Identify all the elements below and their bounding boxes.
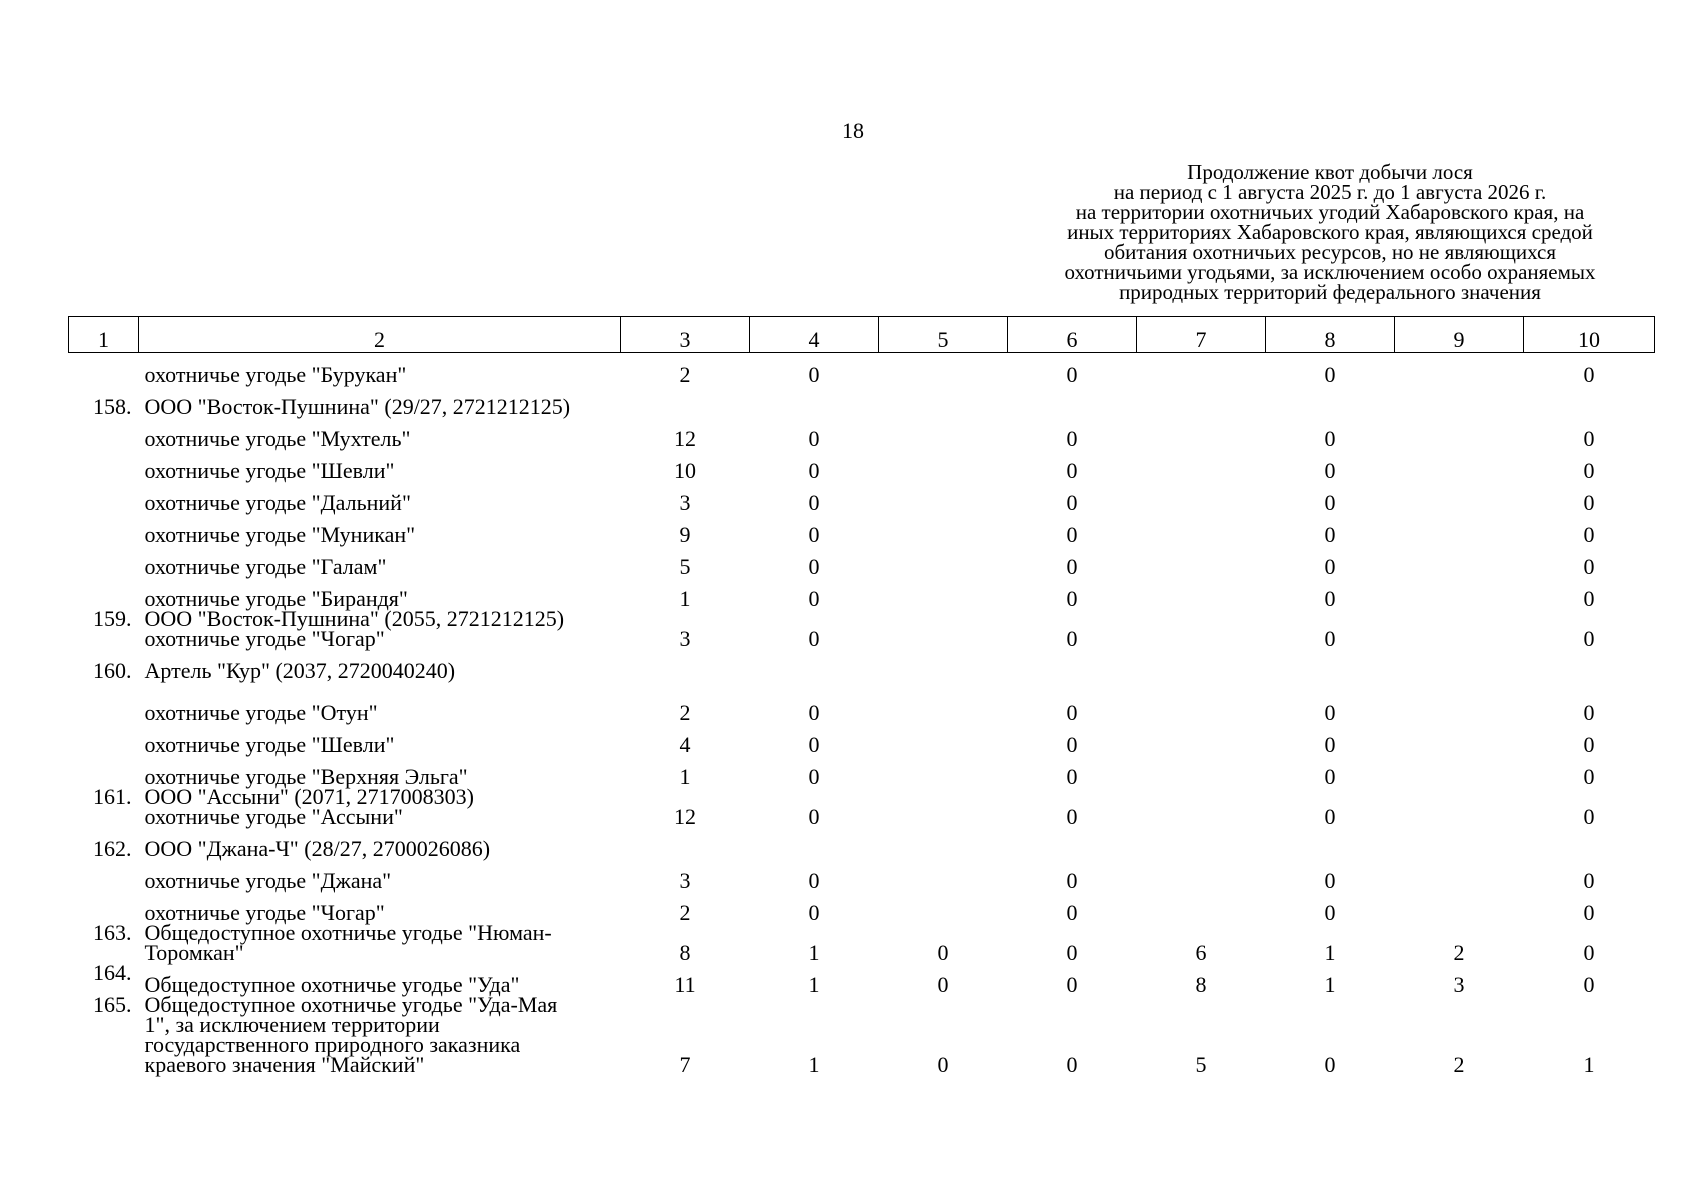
quota-value-col-5: 0 — [937, 1052, 949, 1077]
quota-value-col-5 — [879, 609, 1008, 649]
quota-value-col-4: 0 — [808, 868, 820, 893]
name-line: Общедоступное охотничье угодье "Нюман- — [144, 920, 552, 945]
quota-value-col-6: 0 — [1066, 554, 1078, 579]
row-number: 165. — [93, 992, 132, 1017]
name-line: охотничье угодье "Мухтель" — [144, 426, 411, 451]
quota-value-col-5 — [879, 577, 1008, 609]
name-line: охотничье угодье "Галам" — [144, 554, 387, 579]
table-row — [69, 513, 1655, 545]
table-row — [69, 787, 1655, 827]
row-number — [69, 723, 139, 755]
row-number — [69, 513, 139, 545]
hunting-ground-name — [139, 417, 621, 449]
name-line: ООО "Джана-Ч" (28/27, 2700026086) — [144, 836, 491, 861]
hunting-ground-name — [139, 681, 621, 723]
quota-value-col-10: 0 — [1583, 804, 1595, 829]
quota-value-col-4 — [750, 385, 879, 417]
quota-value-col-9 — [1395, 787, 1524, 827]
quota-value-col-9 — [1395, 649, 1524, 681]
name-line: охотничье угодье "Чогар" — [144, 626, 385, 651]
table-row — [69, 681, 1655, 723]
quota-value-col-6: 0 — [1066, 700, 1078, 725]
column-header: 5 — [879, 317, 1008, 353]
row-number — [69, 859, 139, 891]
table-body — [69, 353, 1655, 1076]
quota-value-col-8: 0 — [1324, 1052, 1336, 1077]
row-number: 164. — [93, 960, 132, 985]
quota-value-col-3: 10 — [674, 458, 696, 483]
hunting-ground-name — [139, 827, 621, 859]
column-header: 7 — [1137, 317, 1266, 353]
table-row — [69, 417, 1655, 449]
quota-value-col-3 — [621, 649, 750, 681]
quota-value-col-3: 2 — [679, 362, 691, 387]
quota-value-col-10 — [1524, 385, 1655, 417]
table-row — [69, 755, 1655, 787]
row-number: 162. — [93, 836, 132, 861]
quota-value-col-10: 0 — [1583, 700, 1595, 725]
quota-value-col-5: 0 — [937, 972, 949, 997]
quota-value-col-5 — [879, 649, 1008, 681]
quota-value-col-9 — [1395, 609, 1524, 649]
row-number — [69, 681, 139, 723]
quota-value-col-5 — [879, 513, 1008, 545]
name-line: охотничье угодье "Отун" — [144, 700, 378, 725]
quota-value-col-6: 0 — [1066, 972, 1078, 997]
column-header: 2 — [139, 317, 621, 353]
quota-value-col-10: 0 — [1583, 940, 1595, 965]
quota-value-col-3 — [621, 827, 750, 859]
quota-value-col-8: 0 — [1324, 458, 1336, 483]
table-row — [69, 891, 1655, 923]
quota-value-col-10: 0 — [1583, 764, 1595, 789]
quota-value-col-6 — [1008, 649, 1137, 681]
hunting-ground-name — [139, 963, 621, 995]
row-number — [69, 481, 139, 513]
quota-value-col-5: 0 — [937, 940, 949, 965]
quota-value-col-6: 0 — [1066, 940, 1078, 965]
table-row — [69, 723, 1655, 755]
quota-value-col-3: 1 — [679, 764, 691, 789]
quota-value-col-7 — [1137, 609, 1266, 649]
heading-line: на период с 1 августа 2025 г. до 1 августа 2026 г. — [1113, 180, 1547, 204]
quota-value-col-9 — [1395, 353, 1524, 386]
quota-value-col-10 — [1524, 649, 1655, 681]
quota-value-col-6: 0 — [1066, 1052, 1078, 1077]
quota-value-col-8: 0 — [1324, 554, 1336, 579]
quota-value-col-7 — [1137, 545, 1266, 577]
table-row — [69, 995, 1655, 1075]
quota-value-col-9 — [1395, 859, 1524, 891]
quota-value-col-5 — [879, 385, 1008, 417]
quota-value-col-3: 2 — [679, 900, 691, 925]
quota-value-col-3: 3 — [679, 490, 691, 515]
row-number — [69, 755, 139, 787]
table-heading — [1010, 162, 1650, 302]
quota-value-col-6: 0 — [1066, 426, 1078, 451]
quota-value-col-7 — [1137, 827, 1266, 859]
quota-value-col-9 — [1395, 681, 1524, 723]
quota-value-col-6 — [1008, 385, 1137, 417]
quota-value-col-4 — [750, 649, 879, 681]
quota-table-wrapper — [68, 316, 1655, 1075]
page-number: 18 — [842, 118, 864, 143]
quota-value-col-5 — [879, 723, 1008, 755]
column-header: 8 — [1266, 317, 1395, 353]
name-line: охотничье угодье "Шевли" — [144, 732, 395, 757]
name-line: охотничье угодье "Верхняя Эльга" — [144, 764, 468, 789]
hunting-ground-name — [139, 891, 621, 923]
name-line: охотничье угодье "Чогар" — [144, 900, 385, 925]
quota-value-col-9 — [1395, 723, 1524, 755]
quota-value-col-8: 0 — [1324, 586, 1336, 611]
quota-value-col-6: 0 — [1066, 732, 1078, 757]
quota-value-col-5 — [879, 545, 1008, 577]
quota-value-col-4: 0 — [808, 458, 820, 483]
name-line: охотничье угодье "Шевли" — [144, 458, 395, 483]
quota-value-col-7 — [1137, 449, 1266, 481]
quota-value-col-6: 0 — [1066, 490, 1078, 515]
quota-value-col-5 — [879, 417, 1008, 449]
quota-value-col-9 — [1395, 755, 1524, 787]
hunting-ground-name — [139, 353, 621, 386]
quota-value-col-7: 5 — [1195, 1052, 1207, 1077]
hunting-ground-name — [139, 784, 621, 829]
column-header: 4 — [750, 317, 879, 353]
quota-value-col-7 — [1137, 755, 1266, 787]
quota-value-col-10: 0 — [1583, 458, 1595, 483]
header-row — [69, 317, 1655, 353]
hunting-ground-name — [139, 723, 621, 755]
heading-line: природных территорий федерального значения — [1119, 280, 1541, 304]
quota-value-col-8: 1 — [1324, 972, 1336, 997]
quota-value-col-10 — [1524, 827, 1655, 859]
quota-value-col-4: 1 — [808, 972, 820, 997]
name-line: ООО "Ассыни" (2071, 2717008303) — [144, 784, 474, 809]
name-line: ООО "Восток-Пушнина" (29/27, 2721212125) — [144, 394, 571, 419]
table-row — [69, 609, 1655, 649]
quota-value-col-5 — [879, 755, 1008, 787]
quota-value-col-6: 0 — [1066, 804, 1078, 829]
table-row — [69, 449, 1655, 481]
quota-value-col-5 — [879, 449, 1008, 481]
quota-value-col-4: 0 — [808, 804, 820, 829]
hunting-ground-name — [139, 920, 621, 965]
quota-value-col-7: 8 — [1195, 972, 1207, 997]
quota-value-col-4: 0 — [808, 522, 820, 547]
quota-value-col-3 — [621, 385, 750, 417]
quota-value-col-4: 0 — [808, 626, 820, 651]
quota-table — [68, 316, 1655, 1075]
quota-value-col-9 — [1395, 545, 1524, 577]
row-number: 163. — [93, 920, 132, 945]
quota-value-col-3: 3 — [679, 868, 691, 893]
quota-value-col-4: 1 — [808, 1052, 820, 1077]
quota-value-col-3: 12 — [674, 804, 696, 829]
name-line: охотничье угодье "Джана" — [144, 868, 392, 893]
table-row — [69, 859, 1655, 891]
table-row — [69, 545, 1655, 577]
quota-value-col-10: 0 — [1583, 868, 1595, 893]
column-header: 1 — [69, 317, 139, 353]
table-row — [69, 827, 1655, 859]
quota-value-col-10: 0 — [1583, 900, 1595, 925]
name-line: Торомкан" — [144, 940, 244, 965]
name-line: охотничье угодье "Дальний" — [144, 490, 411, 515]
heading-line: на территории охотничьих угодий Хабаровского края, на — [1075, 200, 1585, 224]
quota-value-col-6: 0 — [1066, 900, 1078, 925]
quota-value-col-9 — [1395, 481, 1524, 513]
hunting-ground-name — [139, 449, 621, 481]
quota-value-col-8 — [1266, 385, 1395, 417]
quota-value-col-5 — [879, 859, 1008, 891]
quota-value-col-8: 0 — [1324, 764, 1336, 789]
name-line: Общедоступное охотничье угодье "Уда" — [144, 972, 520, 997]
name-line: краевого значения "Майский" — [144, 1052, 425, 1077]
quota-value-col-8: 0 — [1324, 700, 1336, 725]
quota-value-col-9 — [1395, 417, 1524, 449]
quota-value-col-8 — [1266, 827, 1395, 859]
quota-value-col-6 — [1008, 827, 1137, 859]
heading-line: охотничьими угодьями, за исключением особо охраняемых — [1064, 260, 1596, 284]
row-number — [69, 891, 139, 923]
row-number — [69, 417, 139, 449]
quota-value-col-4: 0 — [808, 732, 820, 757]
table-row — [69, 385, 1655, 417]
column-header: 6 — [1008, 317, 1137, 353]
quota-value-col-6: 0 — [1066, 586, 1078, 611]
table-row — [69, 577, 1655, 609]
quota-value-col-8: 0 — [1324, 490, 1336, 515]
quota-value-col-5 — [879, 353, 1008, 386]
heading-line: иных территориях Хабаровского края, являющихся средой — [1067, 220, 1593, 244]
quota-value-col-10: 1 — [1583, 1052, 1595, 1077]
quota-value-col-4 — [750, 827, 879, 859]
quota-value-col-3: 7 — [679, 1052, 691, 1077]
quota-value-col-9 — [1395, 891, 1524, 923]
quota-value-col-3: 3 — [679, 626, 691, 651]
quota-value-col-6: 0 — [1066, 868, 1078, 893]
column-header: 3 — [621, 317, 750, 353]
quota-value-col-3: 8 — [679, 940, 691, 965]
quota-value-col-3: 11 — [674, 972, 696, 997]
table-header — [69, 317, 1655, 353]
table-row — [69, 353, 1655, 386]
name-line: охотничье угодье "Муникан" — [144, 522, 416, 547]
quota-value-col-7 — [1137, 481, 1266, 513]
quota-value-col-8: 0 — [1324, 626, 1336, 651]
quota-value-col-7 — [1137, 513, 1266, 545]
quota-value-col-7 — [1137, 417, 1266, 449]
hunting-ground-name — [139, 545, 621, 577]
quota-value-col-7 — [1137, 723, 1266, 755]
quota-value-col-7 — [1137, 649, 1266, 681]
table-row — [69, 963, 1655, 995]
quota-value-col-10: 0 — [1583, 554, 1595, 579]
name-line: Артель "Кур" (2037, 2720040240) — [144, 658, 456, 683]
quota-value-col-4: 0 — [808, 490, 820, 515]
column-header: 10 — [1524, 317, 1655, 353]
quota-value-col-4: 0 — [808, 900, 820, 925]
quota-value-col-9 — [1395, 449, 1524, 481]
row-number — [69, 449, 139, 481]
name-line: охотничье угодье "Бирандя" — [144, 586, 408, 611]
quota-value-col-4: 0 — [808, 426, 820, 451]
quota-value-col-5 — [879, 481, 1008, 513]
quota-value-col-9 — [1395, 827, 1524, 859]
quota-value-col-10: 0 — [1583, 972, 1595, 997]
quota-value-col-10: 0 — [1583, 362, 1595, 387]
quota-value-col-6: 0 — [1066, 458, 1078, 483]
quota-value-col-5 — [879, 681, 1008, 723]
quota-value-col-8: 0 — [1324, 900, 1336, 925]
quota-value-col-7 — [1137, 681, 1266, 723]
row-number: 160. — [93, 658, 132, 683]
quota-value-col-3: 2 — [679, 700, 691, 725]
quota-value-col-9: 2 — [1453, 1052, 1465, 1077]
quota-value-col-7 — [1137, 859, 1266, 891]
quota-value-col-6: 0 — [1066, 522, 1078, 547]
name-line: государственного природного заказника — [144, 1032, 521, 1057]
heading-line: обитания охотничьих ресурсов, но не являющихся — [1103, 240, 1557, 264]
quota-value-col-9 — [1395, 577, 1524, 609]
quota-value-col-3: 1 — [679, 586, 691, 611]
quota-value-col-10: 0 — [1583, 586, 1595, 611]
quota-value-col-10: 0 — [1583, 626, 1595, 651]
hunting-ground-name — [139, 859, 621, 891]
quota-value-col-5 — [879, 891, 1008, 923]
quota-value-col-3: 12 — [674, 426, 696, 451]
table-row — [69, 923, 1655, 963]
row-number — [69, 353, 139, 386]
table-row — [69, 481, 1655, 513]
quota-value-col-7 — [1137, 577, 1266, 609]
quota-value-col-7: 6 — [1195, 940, 1207, 965]
hunting-ground-name — [139, 577, 621, 609]
quota-value-col-8: 0 — [1324, 804, 1336, 829]
quota-value-col-6: 0 — [1066, 764, 1078, 789]
hunting-ground-name — [139, 992, 621, 1077]
quota-value-col-4: 0 — [808, 554, 820, 579]
quota-value-col-7 — [1137, 891, 1266, 923]
hunting-ground-name — [139, 755, 621, 787]
quota-value-col-10: 0 — [1583, 490, 1595, 515]
name-line: ООО "Восток-Пушнина" (2055, 2721212125) — [144, 606, 565, 631]
quota-value-col-6: 0 — [1066, 626, 1078, 651]
quota-value-col-8: 0 — [1324, 732, 1336, 757]
quota-value-col-7 — [1137, 787, 1266, 827]
name-line: Общедоступное охотничье угодье "Уда-Мая — [144, 992, 558, 1017]
quota-value-col-6: 0 — [1066, 362, 1078, 387]
quota-value-col-3: 5 — [679, 554, 691, 579]
row-number — [69, 577, 139, 609]
quota-value-col-5 — [879, 787, 1008, 827]
quota-value-col-8: 0 — [1324, 426, 1336, 451]
quota-value-col-8 — [1266, 649, 1395, 681]
row-number — [69, 545, 139, 577]
quota-value-col-8: 0 — [1324, 522, 1336, 547]
quota-value-col-7 — [1137, 385, 1266, 417]
name-line: 1", за исключением территории — [144, 1012, 440, 1037]
quota-value-col-8: 1 — [1324, 940, 1336, 965]
heading-line: Продолжение квот добычи лося — [1187, 160, 1473, 184]
quota-value-col-10: 0 — [1583, 732, 1595, 757]
quota-value-col-4: 0 — [808, 586, 820, 611]
quota-value-col-9 — [1395, 385, 1524, 417]
hunting-ground-name — [139, 606, 621, 651]
quota-value-col-4: 1 — [808, 940, 820, 965]
name-line: охотничье угодье "Ассыни" — [144, 804, 403, 829]
name-line: охотничье угодье "Бурукан" — [144, 362, 407, 387]
quota-value-col-8: 0 — [1324, 868, 1336, 893]
quota-value-col-10: 0 — [1583, 522, 1595, 547]
quota-value-col-9: 3 — [1453, 972, 1465, 997]
quota-value-col-9: 2 — [1453, 940, 1465, 965]
table-row — [69, 649, 1655, 681]
quota-value-col-3: 9 — [679, 522, 691, 547]
quota-value-col-4: 0 — [808, 362, 820, 387]
quota-value-col-4: 0 — [808, 764, 820, 789]
row-number: 159. — [93, 606, 132, 631]
hunting-ground-name — [139, 385, 621, 417]
quota-value-col-9 — [1395, 513, 1524, 545]
row-number: 158. — [93, 394, 132, 419]
quota-value-col-4: 0 — [808, 700, 820, 725]
quota-value-col-10: 0 — [1583, 426, 1595, 451]
quota-value-col-5 — [879, 827, 1008, 859]
hunting-ground-name — [139, 513, 621, 545]
column-header: 9 — [1395, 317, 1524, 353]
hunting-ground-name — [139, 649, 621, 681]
row-number: 161. — [93, 784, 132, 809]
hunting-ground-name — [139, 481, 621, 513]
quota-value-col-7 — [1137, 353, 1266, 386]
quota-value-col-8: 0 — [1324, 362, 1336, 387]
quota-value-col-3: 4 — [679, 732, 691, 757]
